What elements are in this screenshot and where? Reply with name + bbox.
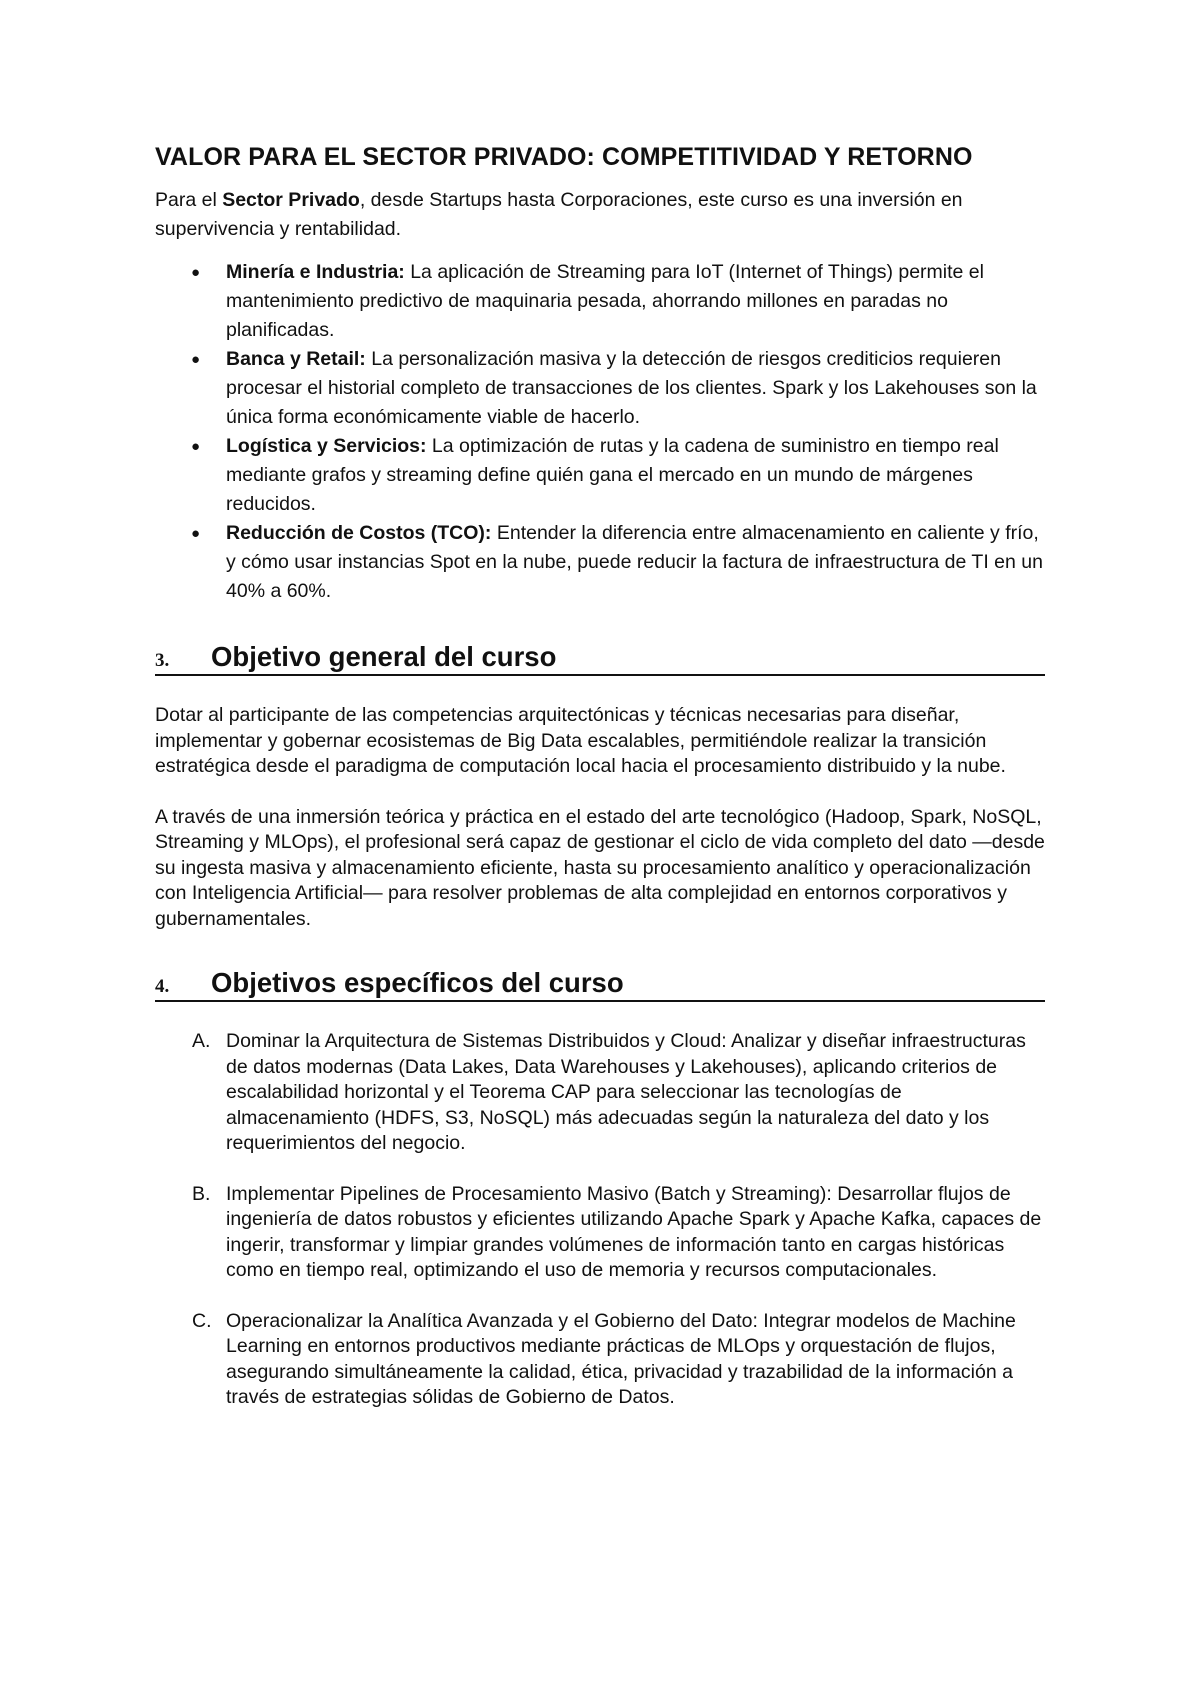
- page-content: [155, 140, 1045, 1436]
- bullet-term: Logística y Servicios:: [226, 435, 427, 457]
- section-3-number: 3.: [155, 650, 170, 671]
- private-sector-title: VALOR PARA EL SECTOR PRIVADO: COMPETITIVIDAD Y RETORNO: [155, 143, 973, 171]
- objective-item: [155, 1182, 1045, 1284]
- bullet-dot-icon: ●: [191, 438, 201, 455]
- objective-letter: A.: [192, 1030, 211, 1052]
- private-sector-bullet-list: [155, 258, 1045, 606]
- bullet-item: [155, 258, 1045, 345]
- section-4-number: 4.: [155, 976, 170, 997]
- objective-text: Operacionalizar la Analítica Avanzada y el Gobierno del Dato: Integrar modelos de Machine Learning en entornos productivos mediante prácticas de MLOps y orquestación de flujos, asegurando simultáneamente la calidad, ética, privacidad y trazabilidad de la información a través de estrategias sólidas de Gobierno de Datos.: [226, 1309, 1016, 1408]
- specific-objectives-list: [155, 1029, 1045, 1411]
- bullet-term: Minería e Industria:: [226, 261, 405, 283]
- objective-text: Dominar la Arquitectura de Sistemas Distribuidos y Cloud: Analizar y diseñar infraestructuras de datos modernas (Data Lakes, Data Warehouses y Lakehouses), aplicando criterios de escalabilidad horizontal y el Teorema CAP para seleccionar las tecnologías de almacenamiento (HDFS, S3, NoSQL) más adecuadas según la naturaleza del dato y los requerimientos del negocio.: [226, 1030, 1026, 1154]
- objective-item: [155, 1029, 1045, 1157]
- bullet-dot-icon: ●: [191, 264, 201, 281]
- intro-before: Para el: [155, 189, 223, 211]
- objective-letter: C.: [192, 1309, 212, 1332]
- bullet-term: Reducción de Costos (TCO):: [226, 522, 492, 544]
- private-sector-intro: [155, 186, 1045, 244]
- section-4-heading: [155, 962, 1045, 1002]
- section-3-paragraph-2: A través de una inmersión teórica y práctica en el estado del arte tecnológico (Hadoop, Spark, NoSQL, Streaming y MLOps), el profesional será capaz de gestionar el ciclo de vida completo del dato —desde su ingesta masiva y almacenamiento eficiente, hasta su procesamiento analítico y operacionalización con Inteligencia Artificial— para resolver problemas de alta complejidad en entornos corporativos y gubernamentales.: [155, 805, 1045, 930]
- bullet-dot-icon: ●: [191, 351, 201, 368]
- bullet-term: Banca y Retail:: [226, 348, 366, 370]
- section-3-title: Objetivo general del curso: [211, 641, 557, 672]
- intro-bold: Sector Privado: [222, 189, 360, 211]
- bullet-item: [155, 519, 1045, 606]
- objective-letter: B.: [192, 1182, 211, 1205]
- section-3-heading: [155, 636, 1045, 676]
- bullet-text: La aplicación de Streaming para IoT (Internet of Things) permite el mantenimiento predictivo de maquinaria pesada, ahorrando millones en paradas no planificadas.: [226, 261, 984, 341]
- objective-item: [155, 1309, 1045, 1411]
- intro-after: , desde Startups hasta Corporaciones, este curso es una inversión en supervivencia y rentabilidad.: [155, 189, 963, 240]
- bullet-item: [155, 432, 1045, 519]
- bullet-text: Entender la diferencia entre almacenamiento en caliente y frío, y cómo usar instancias Spot en la nube, puede reducir la factura de infraestructura de TI en un 40% a 60%.: [226, 522, 1043, 602]
- bullet-item: [155, 345, 1045, 432]
- objective-text: Implementar Pipelines de Procesamiento Masivo (Batch y Streaming): Desarrollar flujos de ingeniería de datos robustos y eficientes utilizando Apache Spark y Apache Kafka, capaces de ingerir, transformar y limpiar grandes volúmenes de información tanto en cargas históricas como en tiempo real, optimizando el uso de memoria y recursos computacionales.: [226, 1182, 1042, 1281]
- section-3-paragraph-1: Dotar al participante de las competencias arquitectónicas y técnicas necesarias para diseñar, implementar y gobernar ecosistemas de Big Data escalables, permitiéndole realizar la transición estratégica desde el paradigma de computación local hacia el procesamiento distribuido y la nube.: [155, 704, 1006, 777]
- bullet-text: La optimización de rutas y la cadena de suministro en tiempo real mediante grafos y streaming define quién gana el mercado en un mundo de márgenes reducidos.: [226, 435, 999, 515]
- bullet-text: La personalización masiva y la detección de riesgos crediticios requieren procesar el historial completo de transacciones de los clientes. Spark y los Lakehouses son la única forma económicamente viable de hacerlo.: [226, 348, 1037, 428]
- section-4-title: Objetivos específicos del curso: [211, 967, 624, 998]
- bullet-dot-icon: ●: [191, 525, 201, 542]
